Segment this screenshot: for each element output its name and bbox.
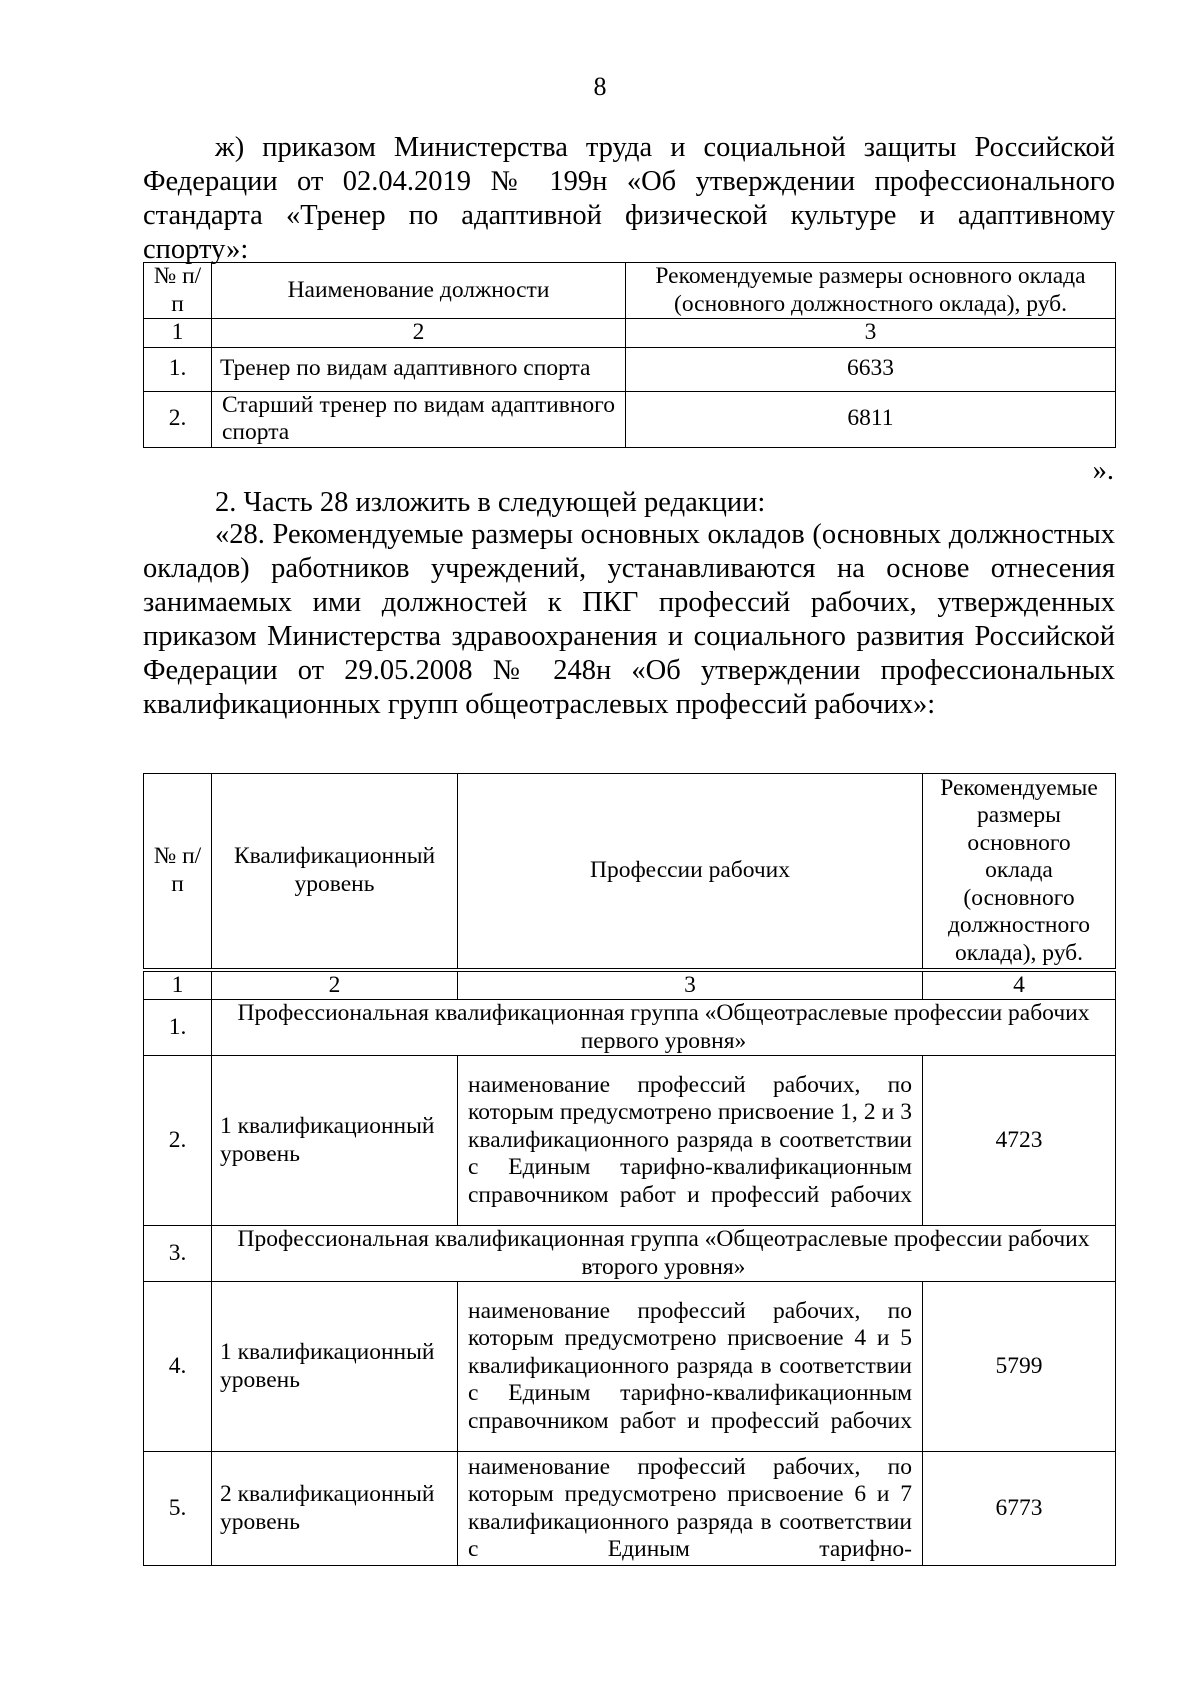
header-salary: Рекомендуемые размеры основного оклада (основного должностного оклада), руб. [923,774,1116,970]
row-salary: 6633 [626,347,1116,391]
row-salary: 6773 [923,1452,1116,1566]
paragraph-1-text: ж) приказом Министерства труда и социальной защиты Российской Федерации от 02.04.2019 № 199н «Об утверждении профессионального стандарта «Тренер по адаптивной физической культуре и адаптивному спорту»: [143,132,1115,265]
row-salary: 6811 [626,391,1116,447]
column-number-row [144,319,1116,348]
table-row [144,1282,1116,1452]
paragraph-part-28 [143,486,1115,520]
col-number-4: 4 [923,970,1116,1000]
group-row [144,1226,1116,1282]
row-level: 1 квалификационный уровень [212,1056,458,1226]
row-level: 2 квалификационный уровень [212,1452,458,1566]
row-num: 2. [144,1056,212,1226]
row-professions: наименование профессий рабочих, по которым предусмотрено присвоение 6 и 7 квалификационного разряда в соответствии с Единым тарифно- [458,1452,923,1566]
header-num: № п/п [144,774,212,970]
col-number-3: 3 [626,319,1116,348]
closing-quote: ». [1092,455,1114,486]
row-num: 1. [144,347,212,391]
table-row [144,391,1116,447]
group-title: Профессиональная квалификационная группа «Общеотраслевые профессии рабочих первого уровня» [212,1000,1116,1056]
row-professions: наименование профессий рабочих, по которым предусмотрено присвоение 4 и 5 квалификационного разряда в соответствии с Единым тарифно-квалификационным справочником работ и профессий рабочих [458,1282,923,1452]
column-number-row [144,970,1116,1000]
row-num: 4. [144,1282,212,1452]
group-row [144,1000,1116,1056]
paragraph-28-text [143,518,1115,722]
table-row [144,1452,1116,1566]
row-num: 2. [144,391,212,447]
row-level: 1 квалификационный уровень [212,1282,458,1452]
header-level: Квалификационный уровень [212,774,458,970]
row-salary: 5799 [923,1282,1116,1452]
trainer-salary-table [143,262,1116,448]
col-number-1: 1 [144,319,212,348]
table-header-row [144,263,1116,319]
col-number-1: 1 [144,970,212,1000]
table-row [144,347,1116,391]
table-row [144,1056,1116,1226]
header-position: Наименование должности [212,263,626,319]
header-salary: Рекомендуемые размеры основного оклада (основного должностного оклада), руб. [626,263,1116,319]
table-header-row [144,774,1116,970]
group-title: Профессиональная квалификационная группа «Общеотраслевые профессии рабочих второго уровня» [212,1226,1116,1282]
group-num: 1. [144,1000,212,1056]
workers-salary-table [143,773,1116,1566]
row-professions: наименование профессий рабочих, по которым предусмотрено присвоение 1, 2 и 3 квалификационного разряда в соответствии с Единым тарифно-квалификационным справочником работ и профессий рабочих [458,1056,923,1226]
col-number-2: 2 [212,970,458,1000]
header-professions: Профессии рабочих [458,774,923,970]
paragraph-3-text: «28. Рекомендуемые размеры основных окладов (основных должностных окладов) работников учреждений, устанавливаются на основе отнесения занимаемых ими должностей к ПКГ профессий рабочих, утвержденных приказом Министерства здравоохранения и социального развития Российской Федерации от 29.05.2008 № 248н «Об утверждении профессиональных квалификационных групп общеотраслевых профессий рабочих»: [143,519,1115,720]
row-salary: 4723 [923,1056,1116,1226]
header-num: № п/п [144,263,212,319]
row-position: Тренер по видам адаптивного спорта [212,347,626,391]
col-number-3: 3 [458,970,923,1000]
col-number-2: 2 [212,319,626,348]
paragraph-2-text: 2. Часть 28 изложить в следующей редакции: [215,487,766,518]
row-num: 5. [144,1452,212,1566]
row-position: Старший тренер по видам адаптивного спорта [212,391,626,447]
paragraph-order-reference [143,131,1115,267]
group-num: 3. [144,1226,212,1282]
page-number: 8 [593,72,607,101]
